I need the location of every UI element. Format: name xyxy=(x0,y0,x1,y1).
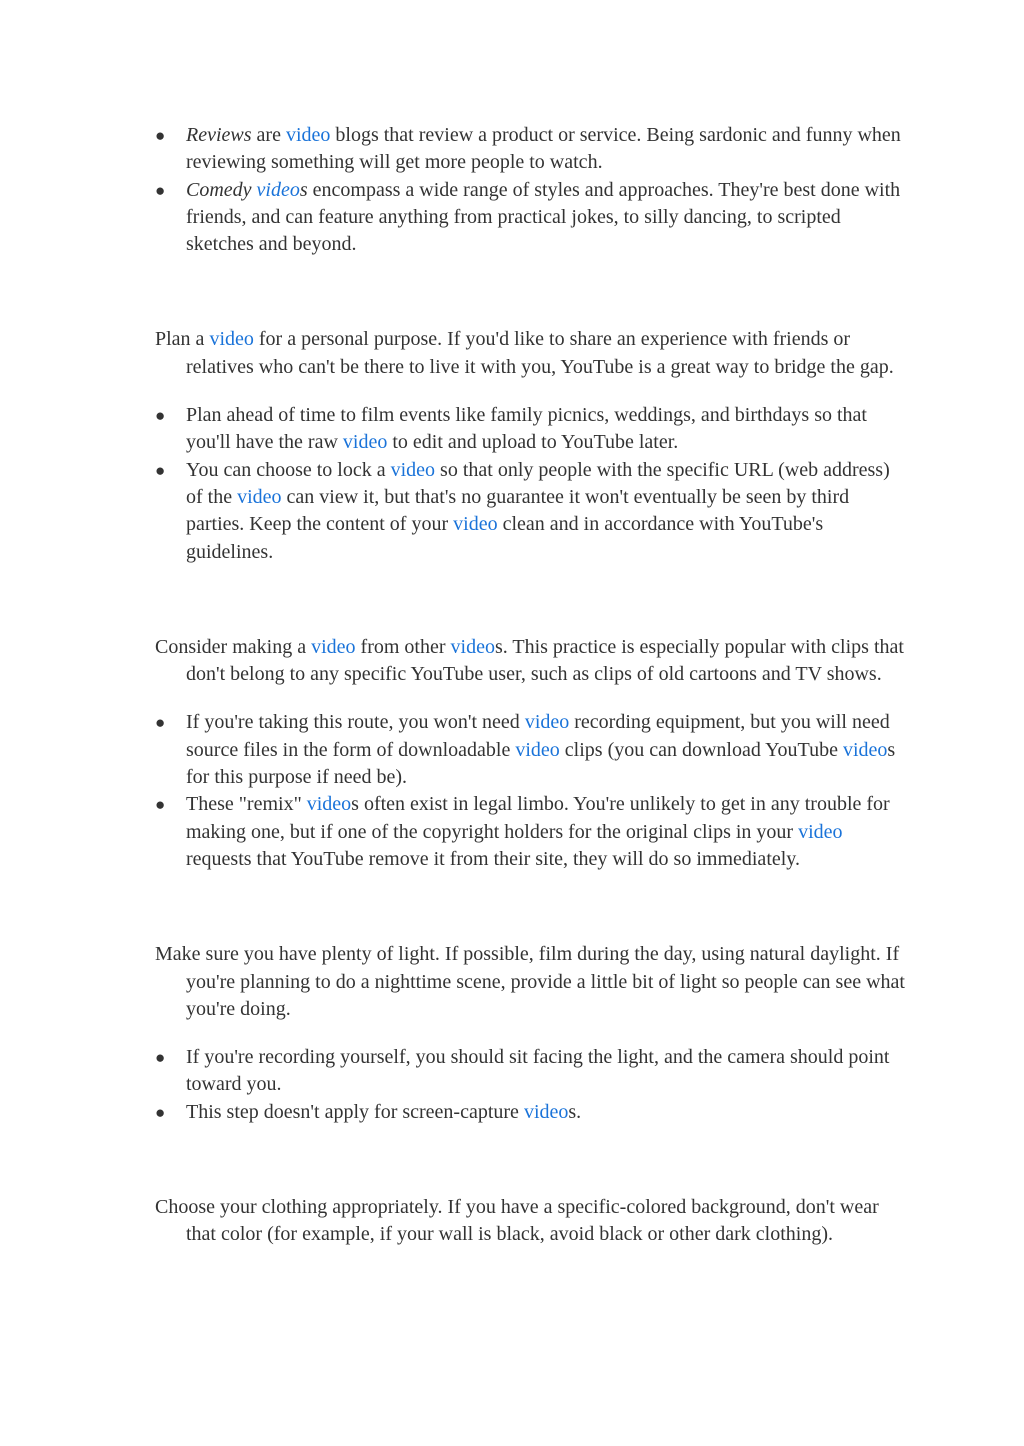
text-run: are xyxy=(251,124,286,146)
bullet-icon: ● xyxy=(155,713,166,733)
video-link[interactable]: video xyxy=(390,458,436,481)
list-item xyxy=(155,1044,905,1099)
video-link[interactable]: video xyxy=(237,485,282,508)
italic-term: Reviews xyxy=(186,124,252,146)
text-run: clips (you can download YouTube xyxy=(559,738,843,761)
bullet-icon: ● xyxy=(155,460,166,480)
list-item xyxy=(155,402,905,457)
video-link[interactable]: video xyxy=(256,178,300,201)
video-link[interactable]: video xyxy=(285,124,331,146)
video-link[interactable]: video xyxy=(306,793,352,816)
text-run: Make sure you have plenty of light. If possible, film during the day, using natural daylight. If you're planning to do a nighttime scene, provide a little bit of light so people can see what you're doing. xyxy=(155,943,905,1020)
video-link[interactable]: video xyxy=(450,635,495,658)
text-run: clean and in accordance with YouTube's guidelines. xyxy=(186,513,824,563)
video-link[interactable]: video xyxy=(524,711,570,734)
text-run: from other xyxy=(355,635,451,658)
list-item xyxy=(155,457,905,566)
list-item xyxy=(155,791,905,873)
text-run: s. xyxy=(568,1100,582,1123)
bullet-list xyxy=(155,709,905,873)
bullet-icon: ● xyxy=(155,180,166,200)
bullet-icon: ● xyxy=(155,795,166,815)
italic-term: Comedy xyxy=(186,178,257,201)
list-item xyxy=(155,177,905,259)
paragraph xyxy=(155,1194,905,1249)
text-run: Plan ahead of time to film events like family picnics, weddings, and birthdays so that you'll have the raw xyxy=(186,404,867,454)
text-run: Plan a xyxy=(155,328,210,351)
paragraph xyxy=(155,634,905,689)
text-run: If you're taking this route, you won't need xyxy=(186,711,525,734)
list-item xyxy=(155,709,905,791)
bullet-list xyxy=(155,122,905,258)
text-run: blogs that review a product or service. Being sardonic and funny when reviewing something will get more people to watch. xyxy=(186,124,901,174)
video-link[interactable]: video xyxy=(453,513,498,536)
video-link[interactable]: video xyxy=(209,328,254,351)
bullet-icon: ● xyxy=(155,1048,166,1068)
text-run: Choose your clothing appropriately. If you have a specific-colored background, don't wear that color (for example, if your wall is black, avoid black or other dark clothing). xyxy=(155,1196,879,1246)
text-run: s. This practice is especially popular with clips that don't belong to any specific YouTube user, such as clips of old cartoons and TV shows. xyxy=(186,635,904,686)
bullet-list xyxy=(155,1044,905,1126)
paragraph xyxy=(155,941,905,1023)
video-link[interactable]: video xyxy=(842,738,888,761)
video-link[interactable]: video xyxy=(798,820,843,843)
text-run: You can choose to lock a xyxy=(186,458,391,481)
bullet-icon: ● xyxy=(155,406,166,426)
text-run: so that only people with the specific URL (web address) of the xyxy=(186,458,890,508)
text-run: s for this purpose if need be). xyxy=(186,738,896,789)
text-run: If you're recording yourself, you should sit facing the light, and the camera should point toward you. xyxy=(186,1046,890,1096)
text-run: These "remix" xyxy=(186,793,307,816)
text-run: requests that YouTube remove it from their site, they will do so immediately. xyxy=(186,847,801,870)
text-run: encompass a wide range of styles and approaches. They're best done with friends, and can feature anything from practical jokes, to silly dancing, to scripted sketches and beyond. xyxy=(186,178,901,256)
text-run: to edit and upload to YouTube later. xyxy=(387,431,679,454)
video-link[interactable]: video xyxy=(523,1100,569,1123)
text-run: Consider making a xyxy=(155,635,312,658)
video-link[interactable]: video xyxy=(342,431,388,454)
document-page xyxy=(155,122,905,1249)
text-run: s often exist in legal limbo. You're unlikely to get in any trouble for making one, but if one of the copyright holders for the original clips in your xyxy=(186,793,890,843)
text-run: can view it, but that's no guarantee it won't eventually be seen by third parties. Keep the content of your xyxy=(186,485,850,536)
list-item xyxy=(155,122,905,177)
bullet-icon: ● xyxy=(155,1102,166,1122)
list-item xyxy=(155,1099,905,1126)
italic-suffix: s xyxy=(299,178,308,201)
text-run: recording equipment, but you will need source files in the form of downloadable xyxy=(186,711,890,761)
bullet-list xyxy=(155,402,905,566)
text-run: for a personal purpose. If you'd like to share an experience with friends or relatives who can't be there to live it with you, YouTube is a great way to bridge the gap. xyxy=(186,328,894,378)
bullet-icon: ● xyxy=(155,126,166,145)
video-link[interactable]: video xyxy=(515,738,560,761)
video-link[interactable]: video xyxy=(311,635,356,658)
paragraph xyxy=(155,326,905,381)
text-run: This step doesn't apply for screen-capture xyxy=(186,1100,524,1123)
